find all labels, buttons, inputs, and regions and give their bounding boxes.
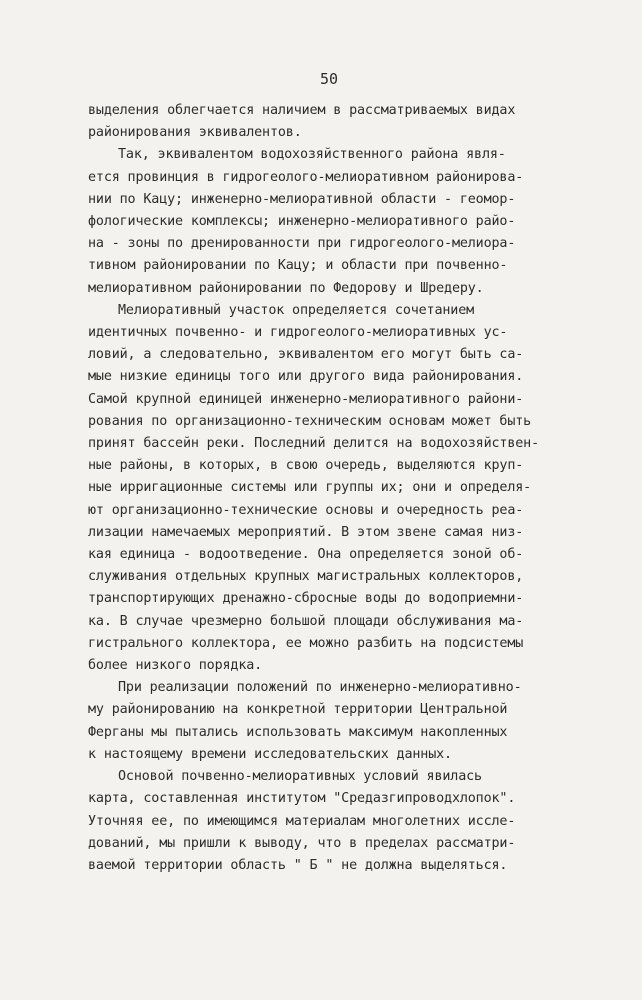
text-line: служивания отдельных крупных магистральных коллекторов, [88, 569, 524, 585]
paragraph-first-line: Основой почвенно-мелиоративных условий явилась [118, 769, 482, 785]
text-line: нии по Кацу; инженерно-мелиоративной области - геомор- [88, 191, 516, 207]
text-line: лизации намечаемых мероприятий. В этом звене самая низ- [88, 524, 524, 540]
text-line: дований, мы пришли к выводу, что в пределах рассматри- [88, 835, 516, 851]
text-line: ные ирригационные системы или группы их; они и определя- [88, 480, 532, 496]
text-line: рования по организационно-техническим основам может быть [88, 413, 532, 429]
text-line: гистрального коллектора, ее можно разбить на подсистемы [88, 635, 524, 651]
text-line: ваемой территории область " Б " не должна выделяться. [88, 857, 508, 873]
text-line: принят бассейн реки. Последний делится на водохозяйствен- [88, 436, 539, 452]
body-text [88, 100, 560, 877]
text-line: ка. В случае чрезмерно большой площади обслуживания ма- [88, 613, 524, 629]
page-number: 50 [319, 70, 339, 88]
text-line: Уточняя ее, по имеющимся материалам многолетних иссле- [88, 813, 516, 829]
text-line: ные районы, в которых, в свою очередь, выделяются круп- [88, 458, 524, 474]
text-line: к настоящему времени исследовательских данных. [88, 746, 452, 762]
text-line: му районированию на конкретной территории Центральной [88, 702, 508, 718]
text-line: идентичных почвенно- и гидрогеолого-мелиоративных ус- [88, 325, 508, 341]
text-line: тивном районировании по Кацу; и области при почвенно- [88, 258, 508, 274]
text-line: транспортирующих дренажно-сбросные воды до водоприемни- [88, 591, 524, 607]
text-line: ловий, а следовательно, эквивалентом его могут быть са- [88, 347, 524, 363]
text-line: на - зоны по дренированности при гидрогеолого-мелиора- [88, 236, 516, 252]
text-line: мелиоративном районировании по Федорову и Шредеру. [88, 280, 484, 296]
paragraph-first-line: Так, эквивалентом водохозяйственного района явля- [118, 147, 506, 163]
text-line: ется провинция в гидрогеолого-мелиоративном районирова- [88, 169, 524, 185]
text-line: Самой крупной единицей инженерно-мелиоративного райони- [88, 391, 524, 407]
text-line: кая единица - водоотведение. Она определяется зоной об- [88, 547, 524, 563]
text-line: фологические комплексы; инженерно-мелиоративного райо- [88, 214, 516, 230]
paragraph-first-line: При реализации положений по инженерно-мелиоративно- [118, 680, 522, 696]
text-line: выделения облегчается наличием в рассматриваемых видах [88, 103, 516, 118]
text-line: мые низкие единицы того или другого вида районирования. [88, 369, 524, 385]
text-line: более низкого порядка. [88, 658, 263, 674]
text-line: районирования эквивалентов. [88, 125, 302, 141]
text-line: карта, составленная институтом "Средазгипроводхлопок". [88, 791, 516, 807]
text-line: ют организационно-технические основы и очередность реа- [88, 502, 524, 518]
paragraph-first-line: Мелиоративный участок определяется сочетанием [118, 302, 475, 318]
text-line: Ферганы мы пытались использовать максимум накопленных [88, 724, 508, 740]
